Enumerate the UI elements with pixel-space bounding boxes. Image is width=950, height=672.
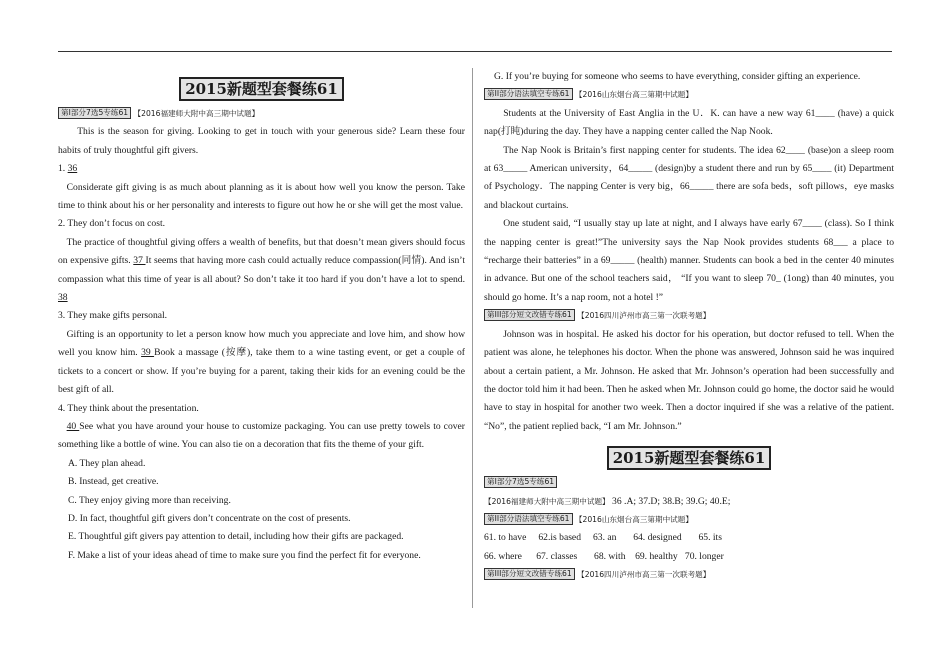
blank-40: 40 [66,420,80,432]
answer-line-2: 66. where 67. classes 68. with 69. healthy 70. longer [484,550,724,562]
blank-38: 38 [58,292,68,304]
answer-section-3-header [484,566,894,584]
intro-paragraph: This is the season for giving. Looking to get in touch with your generous side? Learn these four habits of truly thoughtful gift givers. [58,126,465,156]
paragraph-4 [58,418,465,455]
answer-section-2-source: 【2016山东烟台高三第期中试题】 [574,514,693,524]
section-2-tag: 第II部分语法填空专练61 [484,88,573,100]
section-1-header [58,105,465,123]
paragraph-3 [58,326,465,400]
option-c: C. They enjoy giving more than receiving. [68,494,231,506]
blank-37: 37 [133,255,146,267]
answer-section-1-source: 【2016福建师大附中高三期中试题】 [484,496,610,506]
answer-title-wrap [484,446,894,474]
answer-section-1-tag: 第I部分7选5专练61 [484,476,557,488]
answer-line-1: 61. to have 62.is based 63. an 64. designed 65. its [484,532,722,544]
section-1-tag: 第I部分7选5专练61 [58,107,131,119]
heading-1-num: 1. [58,163,66,175]
answer-section-1-values: 36 .A; 37.D; 38.B; 39.G; 40.E; [612,495,731,507]
top-rule [58,51,892,52]
paragraph-1: Considerate gift giving is as much about planning as it is about how well you know the person. Take time to think about his or her personality and interests to figure out how he or she will get the most value. [58,181,465,212]
paragraph-2-b: It seems that having more cash could actually reduce compassion(同情). And isn’t compassion what this time of year is all about? So don’t take it too hard if you don’t have a lot to spend. [58,255,465,285]
section-1-source: 【2016福建师大附中高三期中试题】 [133,109,260,118]
option-d: D. In fact, thoughtful gift givers don’t concentrate on the cost of presents. [68,512,351,524]
paragraph-3-b: Book a massage (按摩), take them to a wine tasting event, or get a couple of tickets to a concert or show. If you’re buying for a parent, taking their kids for an evening could be the best gift of all. [58,347,466,396]
blank-39: 39 [141,347,155,359]
section-2-source: 【2016山东烟台高三第期中试题】 [574,90,693,100]
heading-3: 3. They make gifts personal. [58,310,168,322]
column-divider [472,68,473,608]
answer-section-2-header [484,511,894,529]
option-a: A. They plan ahead. [68,457,146,469]
section-3-source: 【2016四川泸州市高三第一次联考题】 [577,311,711,321]
paragraph-2-a: The practice of thoughtful giving offers a wealth of benefits, but that doesn’t mean givers should focus on expensive gifts. [58,236,465,267]
answer-section-1-line [484,493,894,511]
section-3-header [484,307,894,325]
answer-section-2-tag: 第II部分语法填空专练61 [484,513,573,525]
spacer [484,436,894,446]
paragraph-2 [58,234,465,308]
section-3-tag: 第III部分短文改错专练61 [484,309,575,321]
left-column [58,77,465,565]
option-b: B. Instead, get creative. [68,476,159,488]
section-2-header [484,86,894,104]
heading-4: 4. They think about the presentation. [58,402,199,414]
paragraph-4-text: See what you have around your house to customize packaging. You can use pretty towels to cover something like a bottle of wine. You can also tie on a decoration that fits the theme of your gift. [58,420,465,451]
correction-paragraph: Johnson was in hospital. He asked his doctor for his operation, but doctor refused to tell. When the patient was alone, he telephones his doctor. When the phone was answered, Johnson said he was inquired about a certain patient, a Mr. Johnson. He asked that Mr. Johnson’s operation had been successfully and the doctor told him it had been. Then he asked when Mr. Johnson could go home, the doctor said he would have to stay in hospital for another two week. Then a doctor inquired if she was a relative of the patient. “No”, the patient replied back, “I am Mr. Johnson.” [484,328,894,432]
option-g: G. If you’re buying for someone who seems to have everything, consider gifting an experience. [494,71,861,82]
heading-2: 2. They don’t focus on cost. [58,218,166,230]
answer-section-3-tag: 第III部分短文改错专练61 [484,568,575,580]
answer-title: 2015新题型套餐练61 [607,446,772,470]
grammar-paragraph-2: The Nap Nook is Britain’s first napping center for students. The idea 62____ (base)on a sleep room at 63_____ American university，64_____ (design)by a student there and run by 65____ (it) Department of Psychology．The napping Center is very big，66_____ there are sofa beds，soft pillows，eye masks and blackout curtains. [484,144,894,211]
blank-36: 36 [67,163,78,175]
heading-1 [58,160,465,178]
grammar-paragraph-1: Students at the University of East Anglia in the U．K. can have a new way 61____ (have) a quick nap(打盹)during the day. They have a napping center called the Nap Nook. [484,107,894,138]
paragraph-3-a: Gifting is an opportunity to let a person know how much you appreciate and love him, and show how well you know him. [58,328,465,359]
option-e: E. Thoughtful gift givers pay attention to detail, including how their gifts are packaged. [68,531,404,543]
page-title: 2015新题型套餐练61 [179,77,344,101]
left-title-wrap [58,77,465,105]
answer-section-3-source: 【2016四川泸州市高三第一次联考题】 [577,570,711,580]
option-f: F. Make a list of your ideas ahead of time to make sure you find the perfect fit for everyone. [68,549,421,561]
right-column [484,68,894,585]
grammar-paragraph-3: One student said, “I usually stay up late at night, and I always have early 67____ (class). So I think the napping center is great!”The university says the Nap Nook provides students 68___ a place to “recharge their batteries” in a 69_____ (health) manner. Students can book a bed in the center 40 minutes in advance. But one of the school teachers said， “If you want to sleep 70_ (1ong) than 40 minutes, you should go home. It’s a nap room, not a hotel !” [484,218,894,303]
answer-section-1-header [484,474,894,492]
